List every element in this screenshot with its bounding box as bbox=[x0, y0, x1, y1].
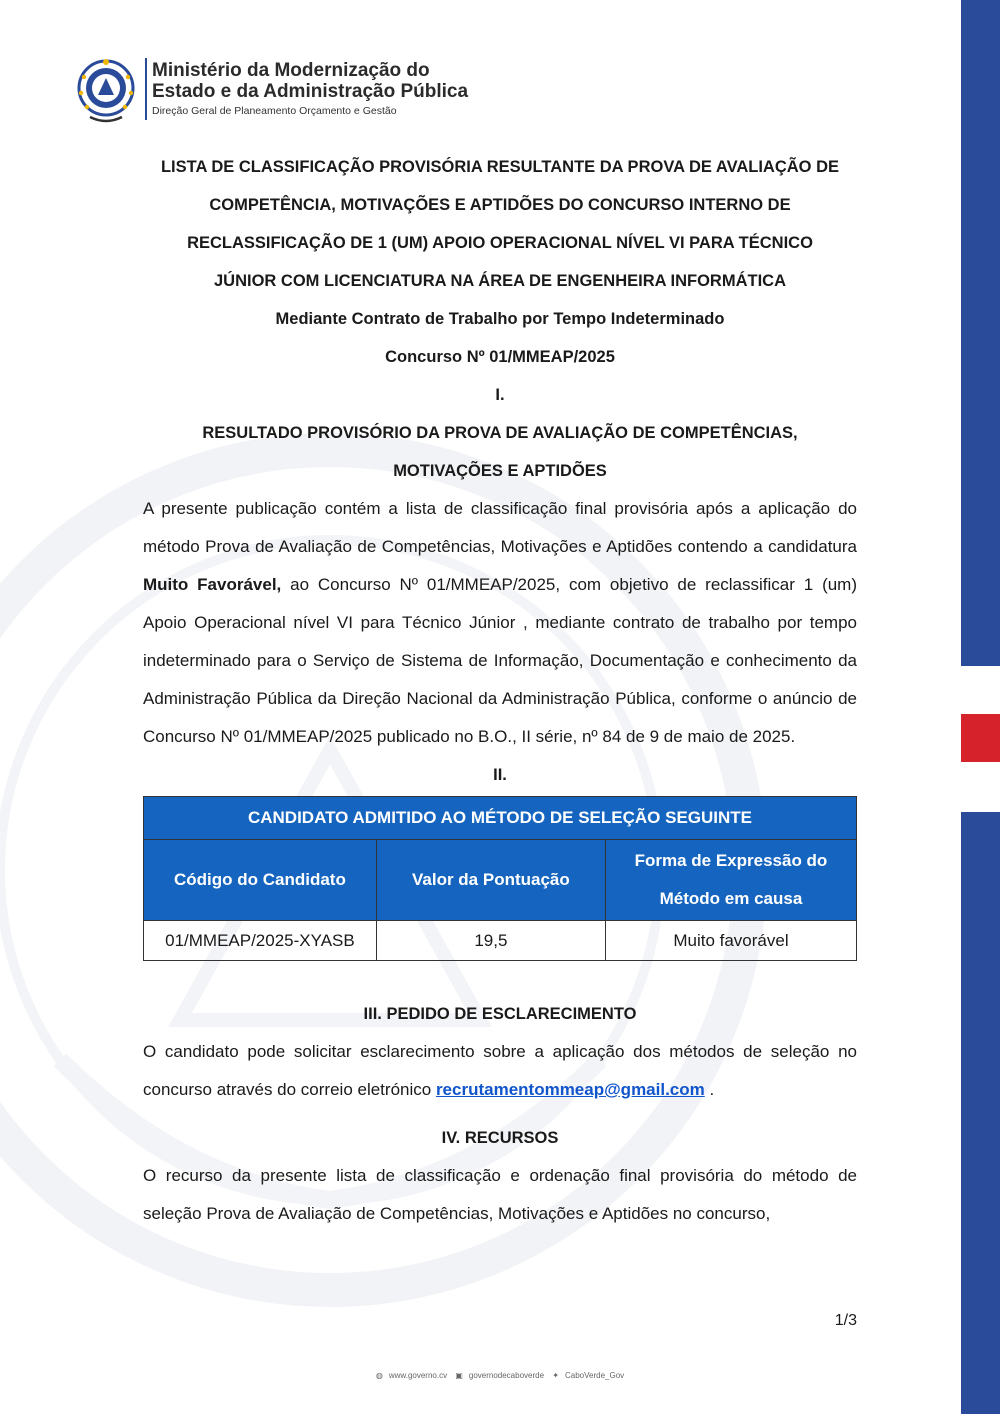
email-link[interactable]: recrutamentommeap@gmail.com bbox=[435, 1080, 705, 1099]
ministry-divider bbox=[145, 58, 147, 120]
table-title: CANDIDATO ADMITIDO AO MÉTODO DE SELEÇÃO SEGUINTE bbox=[144, 797, 857, 840]
column-header-code: Código do Candidato bbox=[144, 840, 377, 921]
paragraph-text-end: . bbox=[704, 1080, 715, 1099]
section-3-paragraph bbox=[143, 1033, 857, 1109]
page-number: 1/3 bbox=[834, 1312, 857, 1329]
footer bbox=[0, 1371, 1000, 1380]
section-3-heading: III. PEDIDO DE ESCLARECIMENTO bbox=[363, 1005, 637, 1023]
ministry-directorate: Direção Geral de Planeamento Orçamento e Gestão bbox=[152, 105, 397, 117]
globe-icon: ◍ bbox=[375, 1371, 383, 1380]
doc-title-line1: LISTA DE CLASSIFICAÇÃO PROVISÓRIA RESULTANTE DA PROVA DE AVALIAÇÃO DE bbox=[160, 158, 840, 176]
document-body bbox=[143, 148, 857, 1233]
coat-of-arms-icon bbox=[72, 55, 140, 127]
facebook-icon: ▣ bbox=[455, 1371, 463, 1380]
section-2-number: II. bbox=[493, 766, 507, 784]
ministry-name-line1: Ministério da Modernização do bbox=[152, 60, 430, 81]
doc-title-line3: RECLASSIFICAÇÃO DE 1 (UM) APOIO OPERACIONAL NÍVEL VI PARA TÉCNICO bbox=[187, 234, 813, 252]
section-4-paragraph: O recurso da presente lista de classificação e ordenação final provisória do método de seleção Prova de Avaliação de Competências, Motivações e Aptidões no concurso, bbox=[143, 1166, 857, 1223]
results-table bbox=[143, 796, 857, 961]
doc-subtitle: Mediante Contrato de Trabalho por Tempo Indeterminado bbox=[275, 310, 725, 328]
paragraph-text-continued: ao Concurso Nº 01/MMEAP/2025, com objetivo de reclassificar 1 (um) Apoio Operacional nível VI para Técnico Júnior , mediante contrato de trabalho por tempo indeterminado para o Serviço de Sistema de Informação, Documentação e conhecimento da Administração Pública da Direção Nacional da Administração Pública, conforme o anúncio de Concurso Nº 01/MMEAP/2025 publicado no B.O., II série, nº 84 de 9 de maio de 2025. bbox=[143, 575, 858, 746]
section-1-paragraph bbox=[143, 490, 857, 756]
column-header-score: Valor da Pontuação bbox=[376, 840, 605, 921]
paragraph-bold-text: Muito Favorável, bbox=[143, 575, 282, 594]
paragraph-text: A presente publicação contém a lista de classificação final provisória após a aplicação do método Prova de Avaliação de Competências, Motivações e Aptidões contendo a candidatura bbox=[143, 499, 857, 556]
footer-twitter: CaboVerde_Gov bbox=[564, 1371, 625, 1380]
side-band-red bbox=[961, 714, 1000, 762]
footer-website: www.governo.cv bbox=[388, 1371, 448, 1380]
footer-facebook: governodecaboverde bbox=[468, 1371, 545, 1380]
doc-title-line4: JÚNIOR COM LICENCIATURA NA ÁREA DE ENGENHEIRA INFORMÁTICA bbox=[214, 272, 786, 290]
side-band-blue-top bbox=[961, 0, 1000, 666]
column-header-expression: Forma de Expressão do Método em causa bbox=[605, 840, 856, 921]
contest-number: Concurso Nº 01/MMEAP/2025 bbox=[385, 348, 615, 366]
ministry-name-line2: Estado e da Administração Pública bbox=[152, 81, 469, 102]
section-4-heading: IV. RECURSOS bbox=[441, 1129, 559, 1147]
score-cell: 19,5 bbox=[376, 921, 605, 961]
table-row bbox=[144, 921, 857, 961]
section-1-heading-line2: MOTIVAÇÕES E APTIDÕES bbox=[393, 462, 607, 480]
paragraph-text: O candidato pode solicitar esclarecimento sobre a aplicação dos métodos de seleção no concurso através do correio eletrónico bbox=[143, 1042, 857, 1099]
section-1-number: I. bbox=[495, 386, 505, 404]
candidate-code-cell: 01/MMEAP/2025-XYASB bbox=[144, 921, 377, 961]
doc-title-line2: COMPETÊNCIA, MOTIVAÇÕES E APTIDÕES DO CONCURSO INTERNO DE bbox=[209, 196, 791, 214]
side-band-blue-bottom bbox=[961, 812, 1000, 1414]
section-1-heading-line1: RESULTADO PROVISÓRIO DA PROVA DE AVALIAÇÃO DE COMPETÊNCIAS, bbox=[202, 424, 798, 442]
expression-cell: Muito favorável bbox=[605, 921, 856, 961]
twitter-icon: ✦ bbox=[552, 1371, 559, 1380]
